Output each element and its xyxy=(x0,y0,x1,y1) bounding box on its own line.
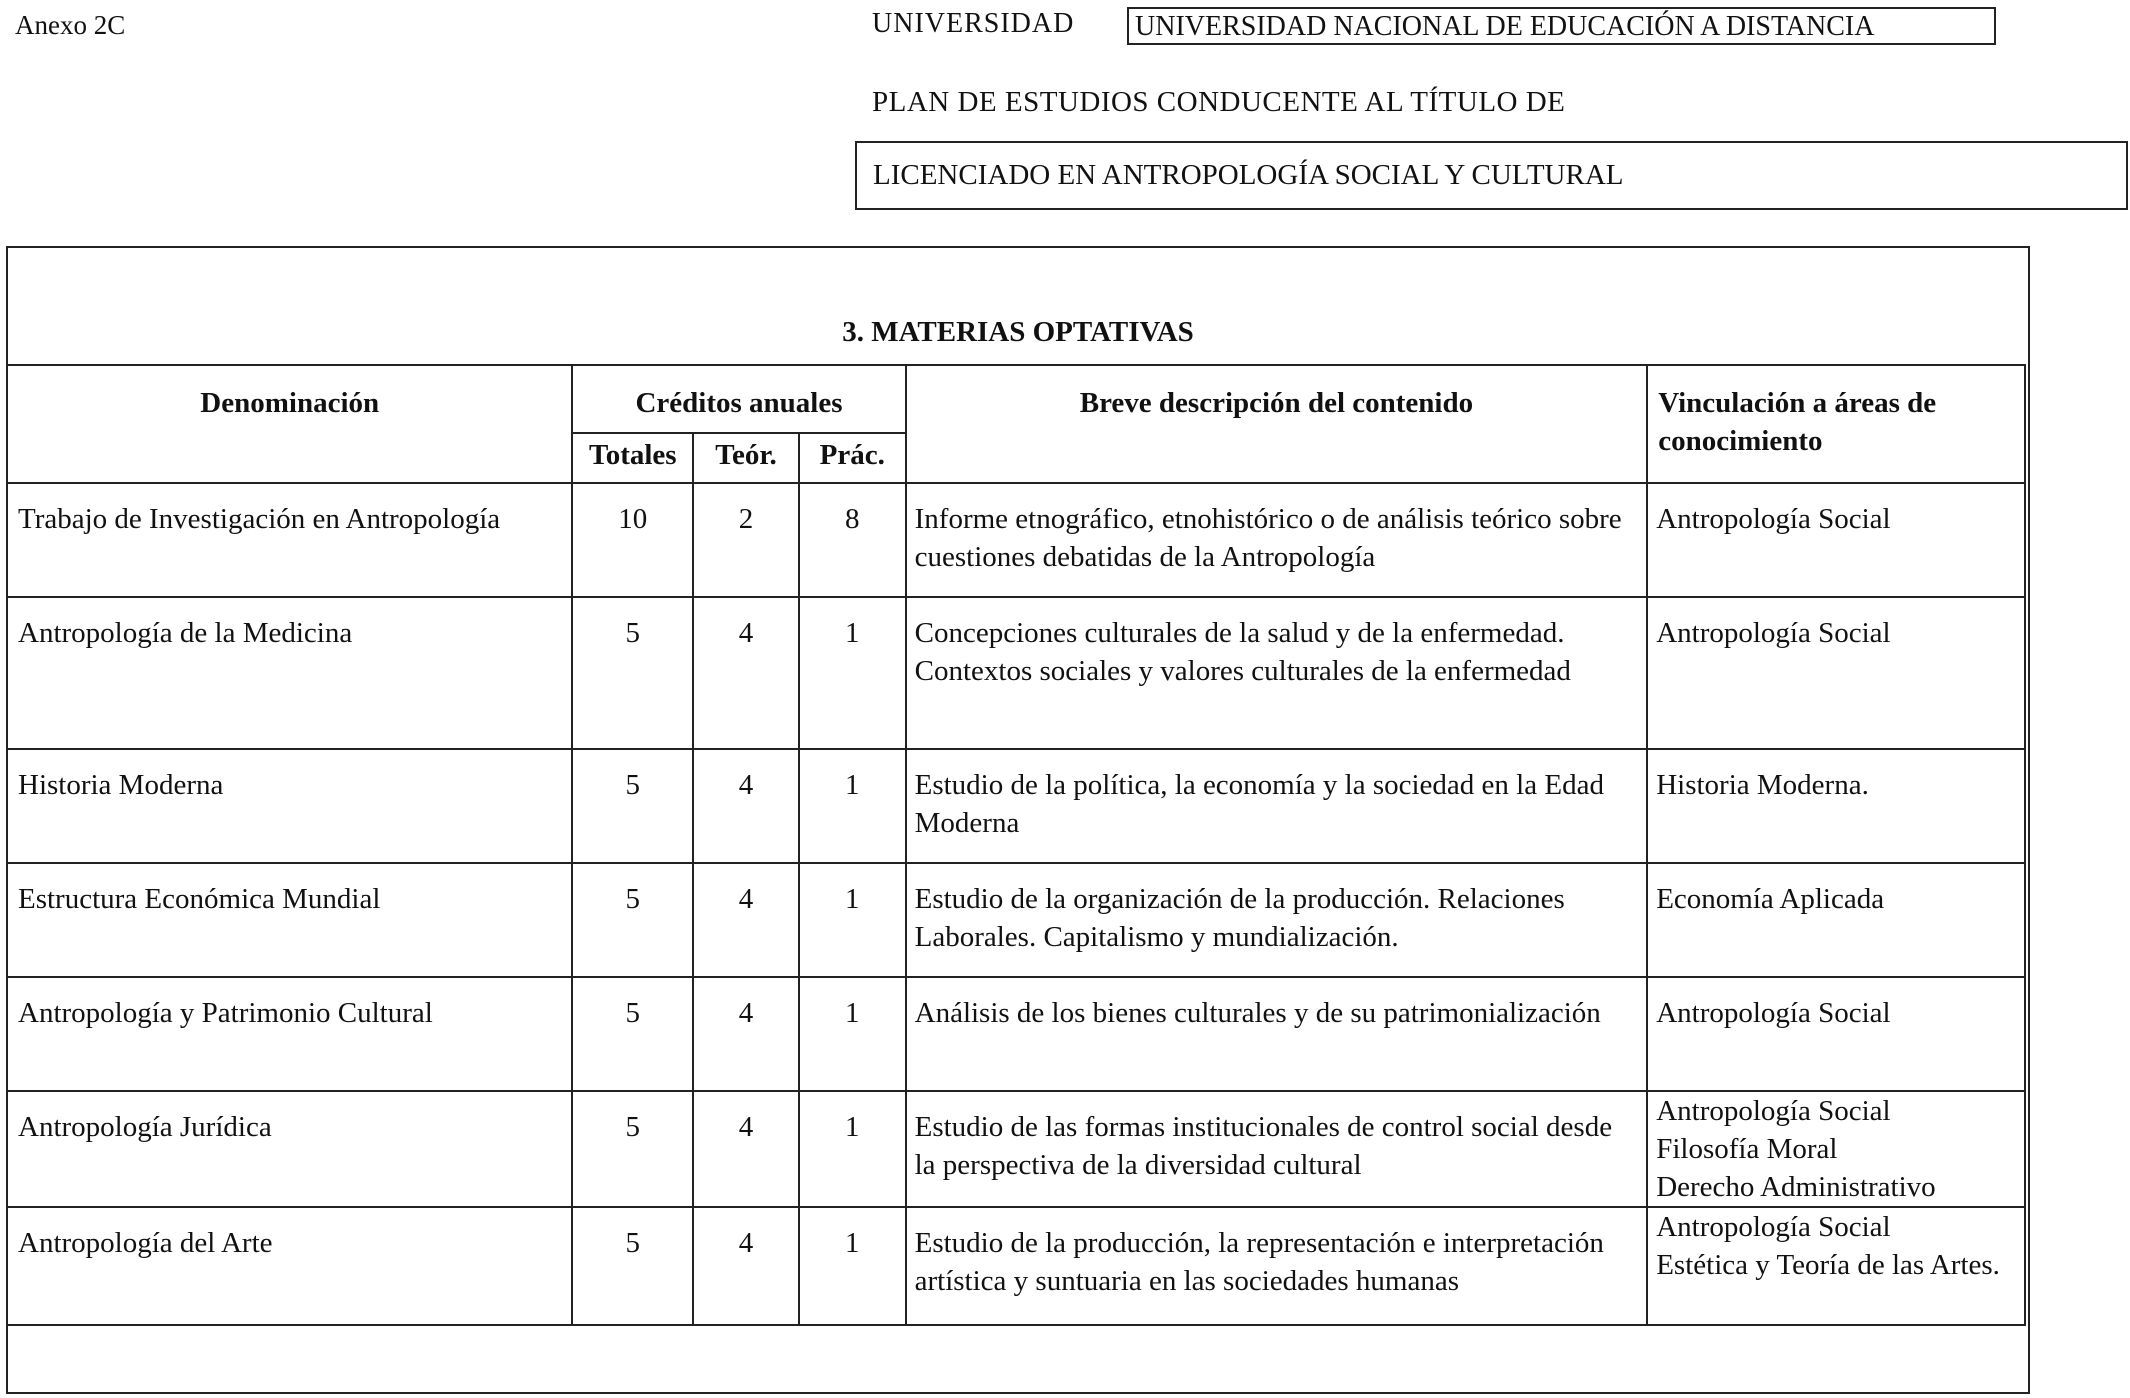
degree-name-box: LICENCIADO EN ANTROPOLOGÍA SOCIAL Y CULTURAL xyxy=(855,141,2128,210)
table-row xyxy=(7,749,2025,863)
plan-title: PLAN DE ESTUDIOS CONDUCENTE AL TÍTULO DE xyxy=(872,86,1566,118)
credits-teor: 4 xyxy=(693,749,799,863)
subject-name: Trabajo de Investigación en Antropología xyxy=(7,483,572,597)
credits-totales: 5 xyxy=(572,1091,693,1207)
credits-prac: 1 xyxy=(799,1207,906,1325)
header-vinculacion: Vinculación a áreas de conocimiento xyxy=(1647,365,2025,483)
credits-totales: 5 xyxy=(572,863,693,977)
subject-name: Estructura Económica Mundial xyxy=(7,863,572,977)
annex-label: Anexo 2C xyxy=(15,10,126,40)
knowledge-area: Derecho Administrativo xyxy=(1656,1171,1936,1203)
header-denominacion: Denominación xyxy=(7,365,572,483)
header-creditos: Créditos anuales xyxy=(572,365,905,433)
subject-name: Antropología y Patrimonio Cultural xyxy=(7,977,572,1091)
knowledge-area: Antropología Social xyxy=(1656,617,1891,649)
knowledge-areas xyxy=(1647,977,2025,1091)
credits-prac: 1 xyxy=(799,863,906,977)
header-descripcion: Breve descripción del contenido xyxy=(906,365,1648,483)
table-row xyxy=(7,483,2025,597)
credits-teor: 4 xyxy=(693,597,799,749)
subject-description: Estudio de la política, la economía y la sociedad en la Edad Moderna xyxy=(906,749,1648,863)
knowledge-area: Antropología Social xyxy=(1656,503,1891,535)
table-row xyxy=(7,597,2025,749)
header-prac: Prác. xyxy=(799,433,906,483)
knowledge-areas xyxy=(1647,1207,2025,1325)
university-label: UNIVERSIDAD xyxy=(872,8,1075,39)
knowledge-area: Historia Moderna. xyxy=(1656,769,1869,801)
knowledge-areas xyxy=(1647,863,2025,977)
knowledge-area: Antropología Social xyxy=(1656,997,1891,1029)
header-teor: Teór. xyxy=(693,433,799,483)
credits-totales: 5 xyxy=(572,749,693,863)
knowledge-areas xyxy=(1647,749,2025,863)
optional-subjects-frame xyxy=(6,246,2030,1394)
knowledge-areas xyxy=(1647,597,2025,749)
table-row xyxy=(7,977,2025,1091)
subject-name: Antropología de la Medicina xyxy=(7,597,572,749)
knowledge-areas xyxy=(1647,1091,2025,1207)
credits-prac: 1 xyxy=(799,1091,906,1207)
knowledge-area: Economía Aplicada xyxy=(1656,883,1885,915)
knowledge-area: Estética y Teoría de las Artes. xyxy=(1656,1249,2000,1281)
credits-totales: 5 xyxy=(572,597,693,749)
subject-description: Informe etnográfico, etnohistórico o de análisis teórico sobre cuestiones debatidas de la Antropología xyxy=(906,483,1648,597)
credits-prac: 8 xyxy=(799,483,906,597)
credits-totales: 5 xyxy=(572,1207,693,1325)
credits-teor: 2 xyxy=(693,483,799,597)
header-totales: Totales xyxy=(572,433,693,483)
university-name-box: UNIVERSIDAD NACIONAL DE EDUCACIÓN A DISTANCIA xyxy=(1127,7,1996,45)
credits-teor: 4 xyxy=(693,863,799,977)
subject-description: Estudio de la producción, la representación e interpretación artística y suntuaria en las sociedades humanas xyxy=(906,1207,1648,1325)
credits-teor: 4 xyxy=(693,977,799,1091)
credits-totales: 5 xyxy=(572,977,693,1091)
optional-subjects-table xyxy=(6,364,2026,1326)
section-title: 3. MATERIAS OPTATIVAS xyxy=(842,316,1194,348)
knowledge-area: Antropología Social xyxy=(1656,1095,1891,1127)
knowledge-area: Antropología Social xyxy=(1656,1211,1891,1243)
subject-name: Antropología del Arte xyxy=(7,1207,572,1325)
subject-description: Estudio de la organización de la producción. Relaciones Laborales. Capitalismo y mundialización. xyxy=(906,863,1648,977)
credits-prac: 1 xyxy=(799,749,906,863)
credits-prac: 1 xyxy=(799,597,906,749)
subject-description: Análisis de los bienes culturales y de su patrimonialización xyxy=(906,977,1648,1091)
subject-name: Antropología Jurídica xyxy=(7,1091,572,1207)
credits-teor: 4 xyxy=(693,1091,799,1207)
knowledge-area: Filosofía Moral xyxy=(1656,1133,1838,1165)
credits-prac: 1 xyxy=(799,977,906,1091)
subject-description: Estudio de las formas institucionales de control social desde la perspectiva de la diversidad cultural xyxy=(906,1091,1648,1207)
credits-teor: 4 xyxy=(693,1207,799,1325)
subject-description: Concepciones culturales de la salud y de la enfermedad. Contextos sociales y valores culturales de la enfermedad xyxy=(906,597,1648,749)
credits-totales: 10 xyxy=(572,483,693,597)
knowledge-areas xyxy=(1647,483,2025,597)
table-body xyxy=(7,483,2025,1325)
table-row xyxy=(7,1207,2025,1325)
table-row xyxy=(7,863,2025,977)
subject-name: Historia Moderna xyxy=(7,749,572,863)
table-row xyxy=(7,1091,2025,1207)
